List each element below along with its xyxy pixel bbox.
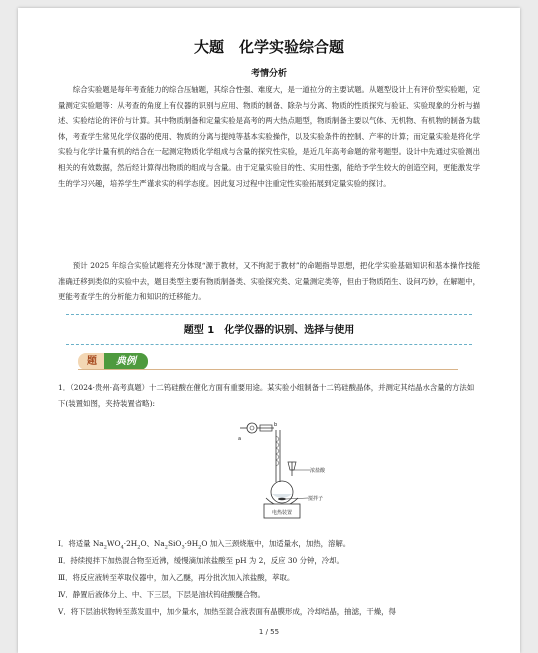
label-a: a bbox=[238, 436, 242, 442]
page-number: 1 / 55 bbox=[258, 628, 280, 636]
step-3: Ⅲ．将反应液转至萃取仪器中，加入乙醚，再分批次加入浓盐酸，萃取。 bbox=[58, 573, 295, 582]
label-conc-hcl: 浓盐酸 bbox=[310, 468, 326, 474]
intro-paragraph-1: 综合实验题是每年考查能力的综合压轴题，其综合性强、难度大，是一道拉分的主要试题。从题型设计上有评价型实验题，定量测定实验题等：从考查的角度上有仪器的识别与应用、物质的制备、除杂与分离、物质的性质探究与验证、实验现象的分析与描述、实验结论的评价与计算。其中物质制备和定量实验是高考的两大热点题型，物质制备主要以气体、无机物、有机物的制备为载体，考查学生常见化学仪器的使用、物质的分离与提纯等基本实验操作，以及实验条件的控制、产率的计算；而定量实验是将化学实验与化学计量有机的结合在一起测定物质化学组成与含量的探究性实验，是近几年高考命题的常考题型。设计中先通过实验测出相关的有效数据，然后经计算得出物质的组成与含量。由于定量实验目的性、实用性强，能给予学生较大的创造空间，更能激发学生的学习兴趣，培养学生严谨求实的科学态度。因此复习过程中注重定性实验拓展到定量实验的探讨。 bbox=[58, 85, 480, 188]
section-divider-bottom bbox=[66, 344, 472, 345]
question-intro: 1．（2024·贵州·高考真题）十二钨硅酸在催化方面有重要用途。某实验小组制备十二钨硅酸晶体，并测定其结晶水含量的方法如下(装置如图，夹持装置省略): bbox=[58, 383, 475, 408]
stir-bar-icon bbox=[278, 498, 286, 500]
badge-left-label: 题 bbox=[78, 353, 106, 370]
label-heater: 电热装置 bbox=[271, 510, 293, 516]
badge-right-label: 典例 bbox=[104, 353, 148, 370]
label-stirrer: 搅拌子 bbox=[308, 496, 324, 502]
example-badge bbox=[78, 353, 148, 370]
step-5: Ⅴ．将下层油状物转至蒸发皿中，加少量水，加热至混合液表面有晶膜形成，冷却结晶，抽滤，干燥，得 bbox=[58, 607, 396, 616]
condenser-circle-icon bbox=[247, 423, 257, 433]
step-2: Ⅱ．持续搅拌下加热混合物至近沸，缓慢滴加浓盐酸至 pH 为 2，反应 30 分钟，冷却。 bbox=[58, 556, 344, 565]
label-b: b bbox=[274, 422, 278, 428]
section-divider-top bbox=[66, 314, 472, 315]
step-4: Ⅳ．静置后液体分上、中、下三层，下层是油状钨硅酸醚合物。 bbox=[58, 590, 265, 599]
intro-paragraph-2: 预计 2025 年综合实验试题将充分体现“源于教材，又不拘泥于教材”的命题指导思想，把化学实验基础知识和基本操作技能准确迁移到类似的实验中去，题目类型主要有物质制备类、实验探究类、定量测定类等，但由于物质陌生、设问巧妙，在解题中，更能考查学生的分析能力和知识的迁移能力。 bbox=[58, 261, 480, 302]
document-title: 大题 化学实验综合题 bbox=[193, 38, 344, 56]
apparatus-diagram bbox=[230, 418, 342, 522]
step-1: Ⅰ．将适量 $Na_2WO_4\cdot 2H_2O$、$Na_2SiO_3\cdot 9H_2O$ 加入三颈烧瓶中，加适量水，加热，溶解。 bbox=[58, 539, 351, 551]
document-subtitle: 考情分析 bbox=[250, 69, 287, 79]
badge-underline bbox=[78, 369, 458, 370]
section-heading: 题型 1 化学仪器的识别、选择与使用 bbox=[183, 325, 355, 336]
document-page bbox=[18, 8, 520, 653]
